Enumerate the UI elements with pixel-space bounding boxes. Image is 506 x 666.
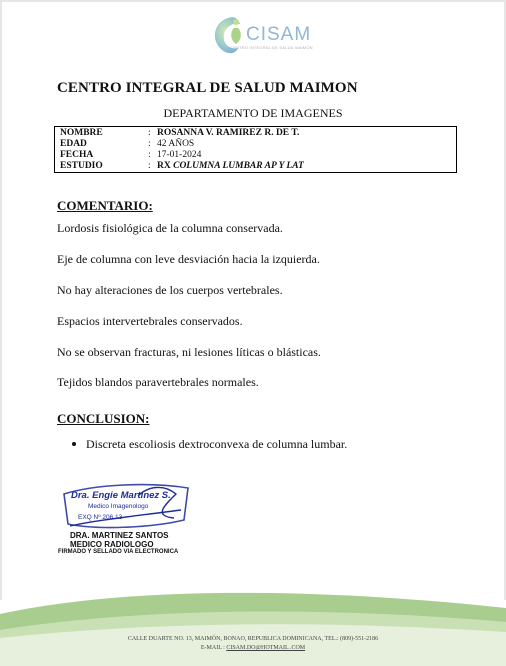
signer-name: DRA. MARTINEZ SANTOS bbox=[70, 531, 169, 540]
stamp-title: Medico Imagenologo bbox=[88, 503, 149, 510]
study-label: ESTUDIO bbox=[60, 161, 103, 171]
page-border-left bbox=[0, 0, 2, 600]
study-value-wrapper bbox=[157, 161, 304, 172]
comentario-line: Tejidos blandos paravertebrales normales. bbox=[57, 375, 259, 389]
footer-address: CALLE DUARTE NO. 13, MAIMÓN, BONAO, REPUBLICA DOMINICANA, TEL.: (809)-551-2186 bbox=[127, 636, 379, 642]
study-value: COLUMNA LUMBAR AP Y LAT bbox=[173, 161, 304, 171]
conclusion-title: CONCLUSION: bbox=[57, 411, 150, 426]
logo-subtext: CENTRO INTEGRAL DE SALUD MAIMON bbox=[230, 45, 313, 50]
comentario-line: No se observan fracturas, ni lesiones líticas o blásticas. bbox=[57, 345, 321, 359]
name-label: NOMBRE bbox=[60, 128, 103, 138]
comentario-line: Espacios intervertebrales conservados. bbox=[57, 314, 243, 328]
patient-row-study bbox=[58, 161, 453, 172]
department-name: DEPARTAMENTO DE IMAGENES bbox=[163, 106, 343, 120]
age-label: EDAD bbox=[60, 139, 87, 149]
date-label: FECHA bbox=[60, 150, 94, 160]
colon: : bbox=[148, 128, 151, 138]
bullet-icon bbox=[72, 442, 76, 446]
footer-wave bbox=[0, 592, 506, 666]
age-value: 42 AÑOS bbox=[157, 139, 195, 149]
stamp-exq: EXQ Nº 206 13 bbox=[78, 514, 123, 521]
date-value: 17-01-2024 bbox=[157, 150, 202, 160]
page-border-top bbox=[0, 0, 506, 2]
comentario-title: COMENTARIO: bbox=[57, 198, 153, 213]
study-prefix: RX bbox=[157, 161, 171, 171]
patient-row-name bbox=[58, 128, 453, 139]
stamp-name: Dra. Engie Martinez S. bbox=[71, 490, 171, 501]
email-link[interactable]: CISAM.DO@HOTMAIL .COM bbox=[226, 645, 306, 651]
colon: : bbox=[148, 139, 151, 149]
comentario-line: Eje de columna con leve desviación hacia la izquierda. bbox=[57, 252, 320, 266]
email-label: E-MAIL : bbox=[200, 645, 225, 651]
conclusion-item-text: Discreta escoliosis dextroconvexa de columna lumbar. bbox=[86, 437, 348, 451]
signature-note: FIRMADO Y SELLADO VIA ELECTRONICA bbox=[58, 549, 179, 555]
footer-email-line bbox=[0, 645, 506, 651]
comentario-line: Lordosis fisiológica de la columna conservada. bbox=[57, 221, 283, 235]
colon: : bbox=[148, 161, 151, 171]
colon: : bbox=[148, 150, 151, 160]
patient-row-age bbox=[58, 139, 453, 150]
clinic-name: CENTRO INTEGRAL DE SALUD MAIMON bbox=[57, 80, 358, 96]
comentario-line: No hay alteraciones de los cuerpos vertebrales. bbox=[57, 283, 283, 297]
logo-text: CISAM bbox=[246, 24, 312, 45]
name-value: ROSANNA V. RAMIREZ R. DE T. bbox=[157, 128, 300, 138]
patient-row-date bbox=[58, 150, 453, 161]
patient-info-box bbox=[54, 126, 457, 173]
signer-title: MEDICO RADIOLOGO bbox=[70, 540, 154, 549]
